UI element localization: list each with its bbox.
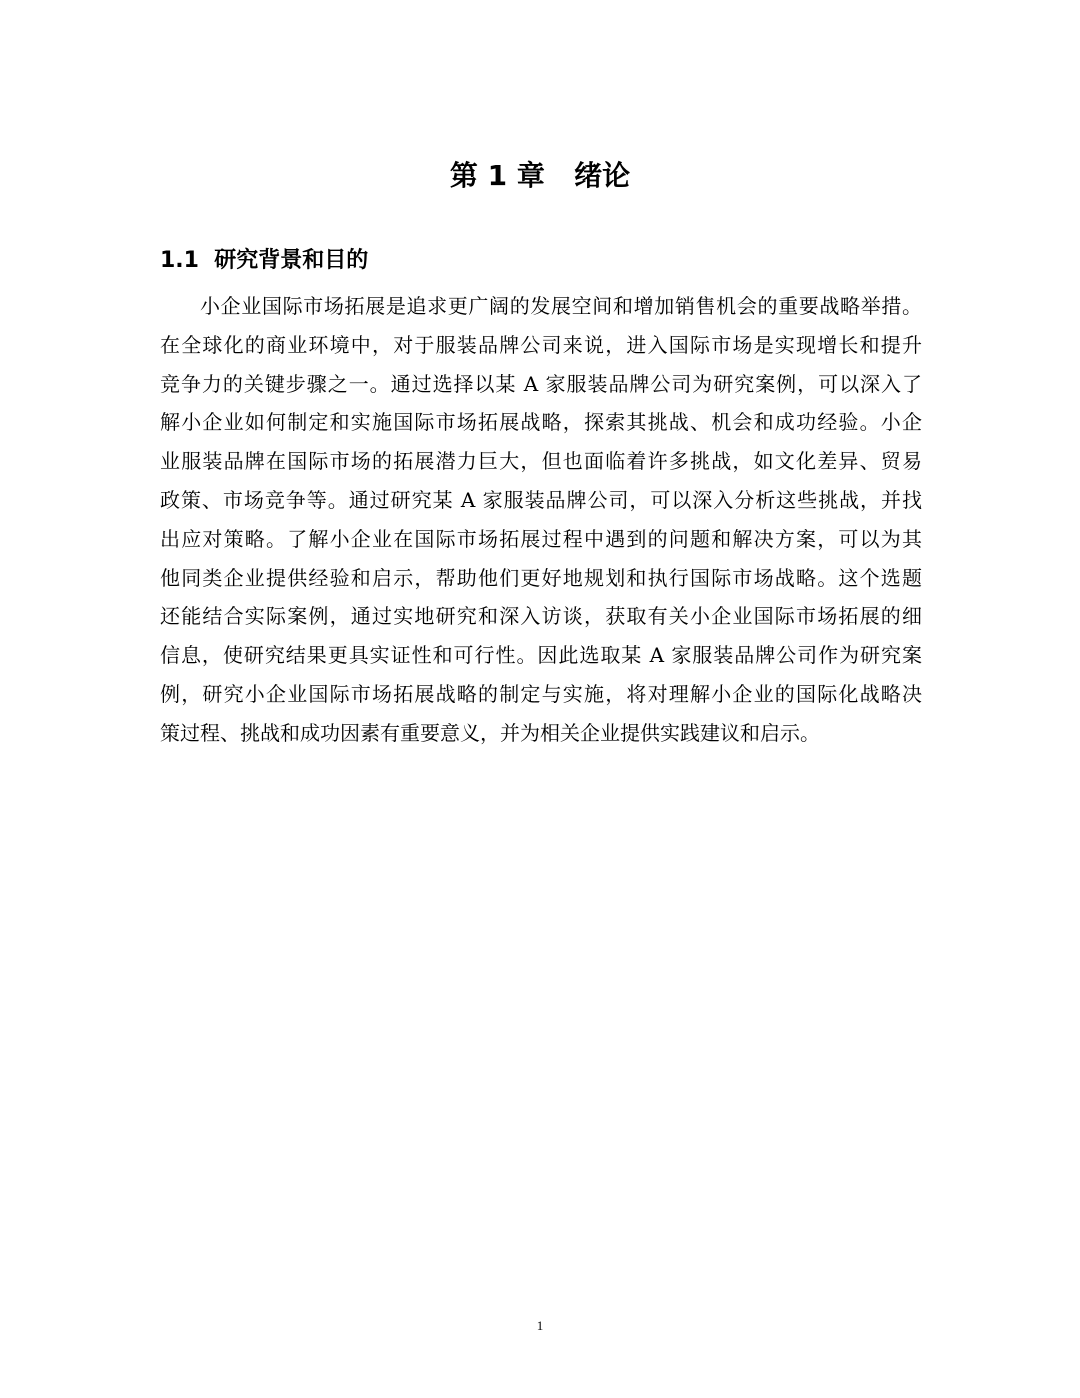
paragraph-line: 出应对策略。了解小企业在国际市场拓展过程中遇到的问题和解决方案，可以为其 [160,526,922,551]
paragraph-line: 竞争力的关键步骤之一。通过选择以某 A 家服装品牌公司为研究案例，可以深入了 [160,371,922,396]
body-paragraph [160,287,922,753]
paragraph-line: 他同类企业提供经验和启示，帮助他们更好地规划和执行国际市场战略。这个选题 [160,565,922,590]
paragraph-line: 还能结合实际案例，通过实地研究和深入访谈，获取有关小企业国际市场拓展的细 [160,604,922,629]
page-number: 1 [536,1318,544,1333]
paragraph-line: 解小企业如何制定和实施国际市场拓展战略，探索其挑战、机会和成功经验。小企 [160,410,922,435]
paragraph-line: 政策、市场竞争等。通过研究某 A 家服装品牌公司，可以深入分析这些挑战，并找 [160,487,922,512]
section-heading: 1.1 研究背景和目的 [160,248,369,273]
chapter-title: 第 1 章 绪论 [449,159,631,192]
paragraph-line: 例，研究小企业国际市场拓展战略的制定与实施，将对理解小企业的国际化战略决 [160,681,922,706]
paragraph-line: 信息，使研究结果更具实证性和可行性。因此选取某 A 家服装品牌公司作为研究案 [160,643,922,668]
paragraph-line: 业服装品牌在国际市场的拓展潜力巨大，但也面临着许多挑战，如文化差异、贸易 [160,449,922,474]
paragraph-line: 小企业国际市场拓展是追求更广阔的发展空间和增加销售机会的重要战略举措。 [200,294,922,318]
paragraph-line: 在全球化的商业环境中，对于服装品牌公司来说，进入国际市场是实现增长和提升 [160,332,922,357]
paragraph-line: 策过程、挑战和成功因素有重要意义，并为相关企业提供实践建议和启示。 [160,720,820,745]
